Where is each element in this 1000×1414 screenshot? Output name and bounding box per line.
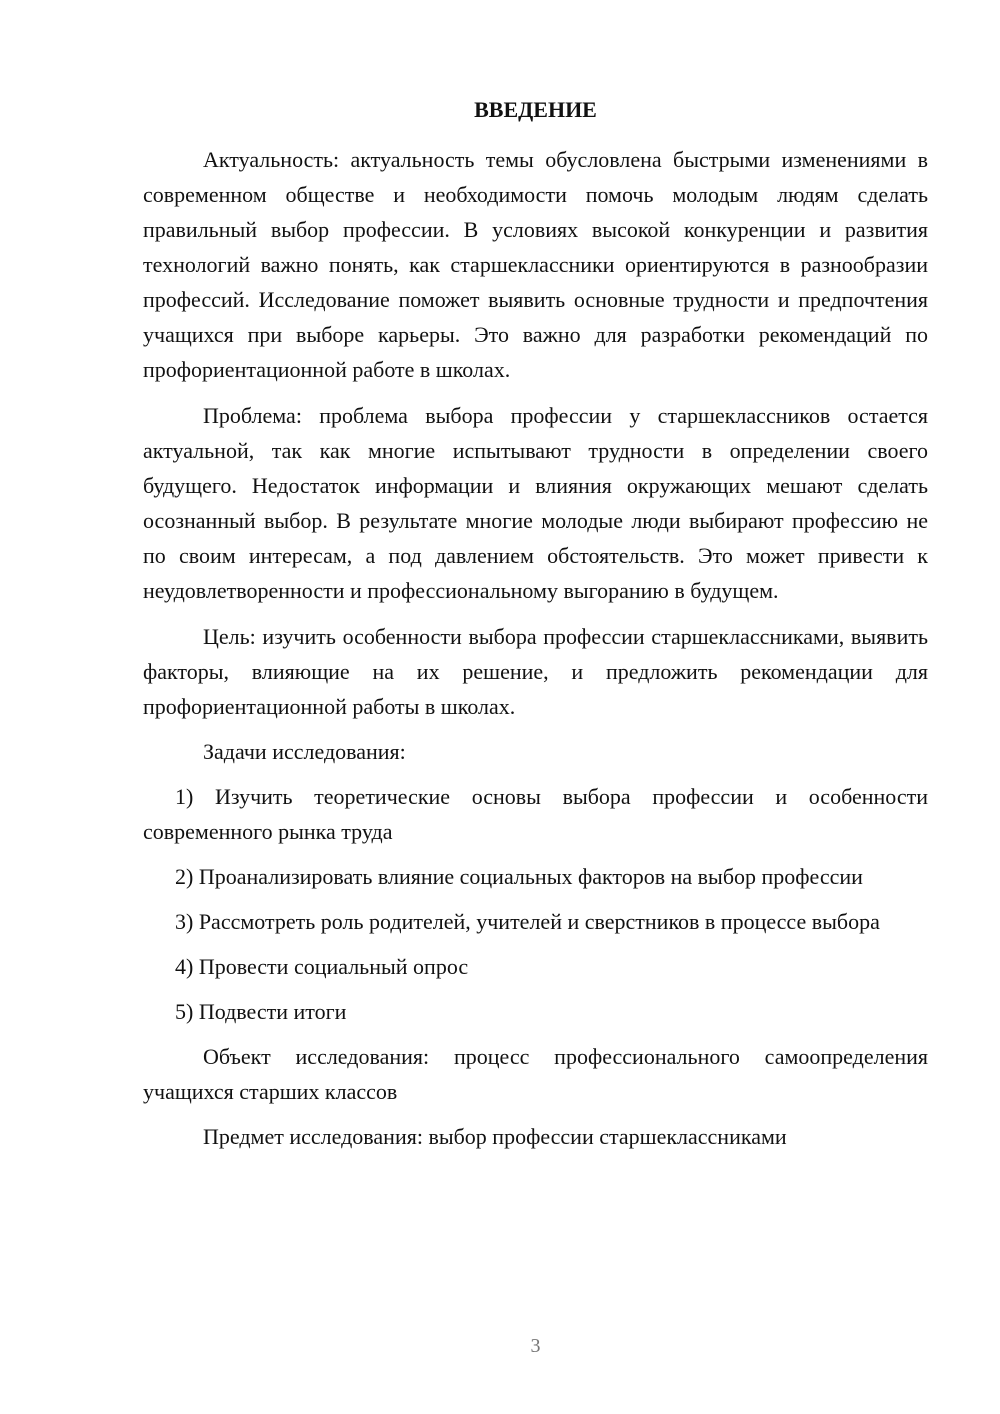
object-paragraph: Объект исследования: процесс профессионального самоопределения учащихся старших классов <box>143 1044 928 1104</box>
tasks-heading: Задачи исследования: <box>203 739 406 764</box>
task-item-1: 1) Изучить теоретические основы выбора профессии и особенности современного рынка труда <box>143 784 928 844</box>
problem-paragraph: Проблема: проблема выбора профессии у старшеклассников остается актуальной, так как многие испытывают трудности в определении своего будущего. Недостаток информации и влияния окружающих мешают сделать осознанный выбор. В результате многие молодые люди выбирают профессию не по своим интересам, а под давлением обстоятельств. Это может привести к неудовлетворенности и профессиональному выгоранию в будущем. <box>143 403 928 603</box>
task-item-5: 5) Подвести итоги <box>175 999 347 1024</box>
relevance-paragraph: Актуальность: актуальность темы обусловлена быстрыми изменениями в современном обществе и необходимости помочь молодым людям сделать правильный выбор профессии. В условиях высокой конкуренции и развития технологий важно понять, как старшеклассники ориентируются в разнообразии профессий. Исследование поможет выявить основные трудности и предпочтения учащихся при выборе карьеры. Это важно для разработки рекомендаций по профориентационной работе в школах. <box>143 147 928 382</box>
goal-paragraph: Цель: изучить особенности выбора профессии старшеклассниками, выявить факторы, влияющие на их решение, и предложить рекомендации для профориентационной работы в школах. <box>143 624 928 719</box>
task-item-3: 3) Рассмотреть роль родителей, учителей и сверстников в процессе выбора <box>175 909 880 934</box>
subject-paragraph: Предмет исследования: выбор профессии старшеклассниками <box>203 1124 787 1149</box>
page-number: 3 <box>530 1335 541 1357</box>
document-body <box>143 142 928 1154</box>
page-title: ВВЕДЕНИЕ <box>474 97 597 122</box>
task-item-2: 2) Проанализировать влияние социальных факторов на выбор профессии <box>175 864 863 889</box>
task-item-4: 4) Провести социальный опрос <box>175 954 469 979</box>
